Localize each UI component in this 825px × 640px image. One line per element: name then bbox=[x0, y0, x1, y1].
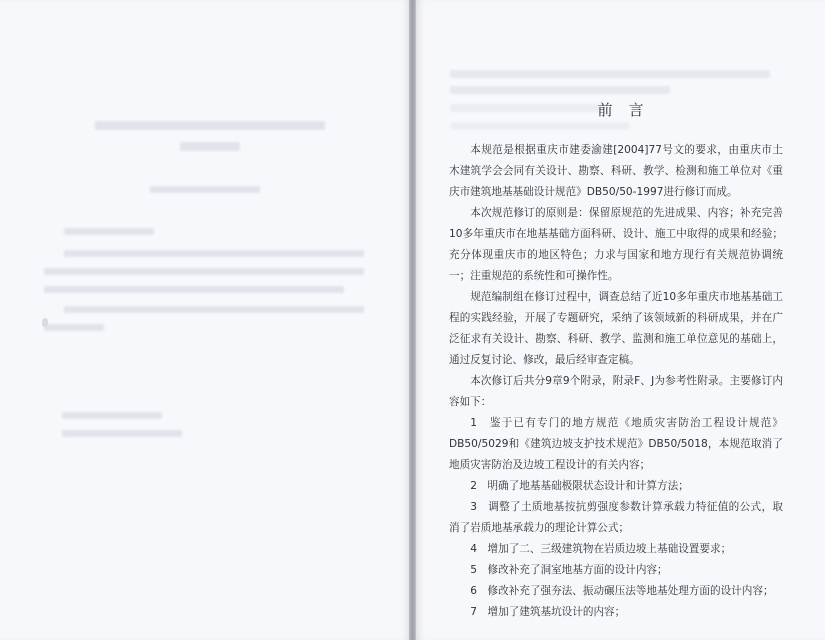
bleed-through-mark bbox=[64, 228, 154, 235]
bleed-through-mark bbox=[180, 142, 240, 151]
paragraph: 本规范是根据重庆市建委渝建[2004]77号文的要求，由重庆市土木建筑学会会同有关设计、勘察、科研、教学、检测和施工单位对《重庆市建筑地基基础设计规范》DB50/50-1997进行修订而成。 bbox=[449, 144, 783, 198]
bleed-through-mark bbox=[450, 70, 770, 78]
list-item: 3 调整了土质地基按抗剪强度参数计算承载力特征值的公式，取消了岩质地基承载力的理论计算公式； bbox=[449, 501, 783, 534]
bleed-through-mark bbox=[64, 250, 364, 257]
bleed-through-mark bbox=[44, 324, 104, 331]
list-item: 2 明确了地基基础极限状态设计和计算方法； bbox=[470, 480, 689, 492]
bleed-through-mark bbox=[44, 268, 364, 275]
page-title: 前言 bbox=[597, 101, 660, 119]
paper-speck bbox=[42, 318, 48, 327]
paragraph: 本次规范修订的原则是：保留原规范的先进成果、内容；补充完善10多年重庆市在地基基础方面科研、设计、施工中取得的成果和经验；充分体现重庆市的地区特色；力求与国家和地方现行有关规范协调统一；注重规范的系统性和可操作性。 bbox=[449, 207, 783, 282]
bleed-through-mark bbox=[150, 186, 260, 193]
list-item: 1 鉴于已有专门的地方规范《地质灾害防治工程设计规范》DB50/5029和《建筑边坡支护技术规范》DB50/5018，本规范取消了地质灾害防治及边坡工程设计的有关内容； bbox=[449, 417, 783, 471]
bleed-through-mark bbox=[44, 286, 344, 293]
bleed-through-mark bbox=[62, 430, 182, 437]
bleed-through-mark bbox=[62, 412, 162, 419]
bleed-through-mark bbox=[450, 122, 630, 130]
bleed-through-mark bbox=[450, 86, 670, 94]
paragraph: 本次修订后共分9章9个附录，附录F、J为参考性附录。主要修订内容如下： bbox=[449, 375, 783, 408]
list-item: 4 增加了二、三级建筑物在岩质边坡上基础设置要求； bbox=[470, 543, 732, 555]
preface-body bbox=[449, 140, 783, 623]
bleed-through-mark bbox=[64, 306, 364, 313]
list-item: 6 修改补充了强夯法、振动碾压法等地基处理方面的设计内容； bbox=[470, 585, 774, 597]
paragraph: 规范编制组在修订过程中，调查总结了近10多年重庆市地基基础工程的实践经验，开展了专题研究，采纳了该领域新的科研成果，并在广泛征求有关设计、勘察、科研、教学、监测和施工单位意见的基础上，通过反复讨论、修改，最后经审查定稿。 bbox=[449, 291, 783, 366]
list-item: 7 增加了建筑基坑设计的内容； bbox=[470, 606, 626, 618]
list-item: 5 修改补充了洞室地基方面的设计内容； bbox=[470, 564, 668, 576]
left-page bbox=[0, 0, 410, 640]
bleed-through-mark bbox=[95, 121, 325, 130]
